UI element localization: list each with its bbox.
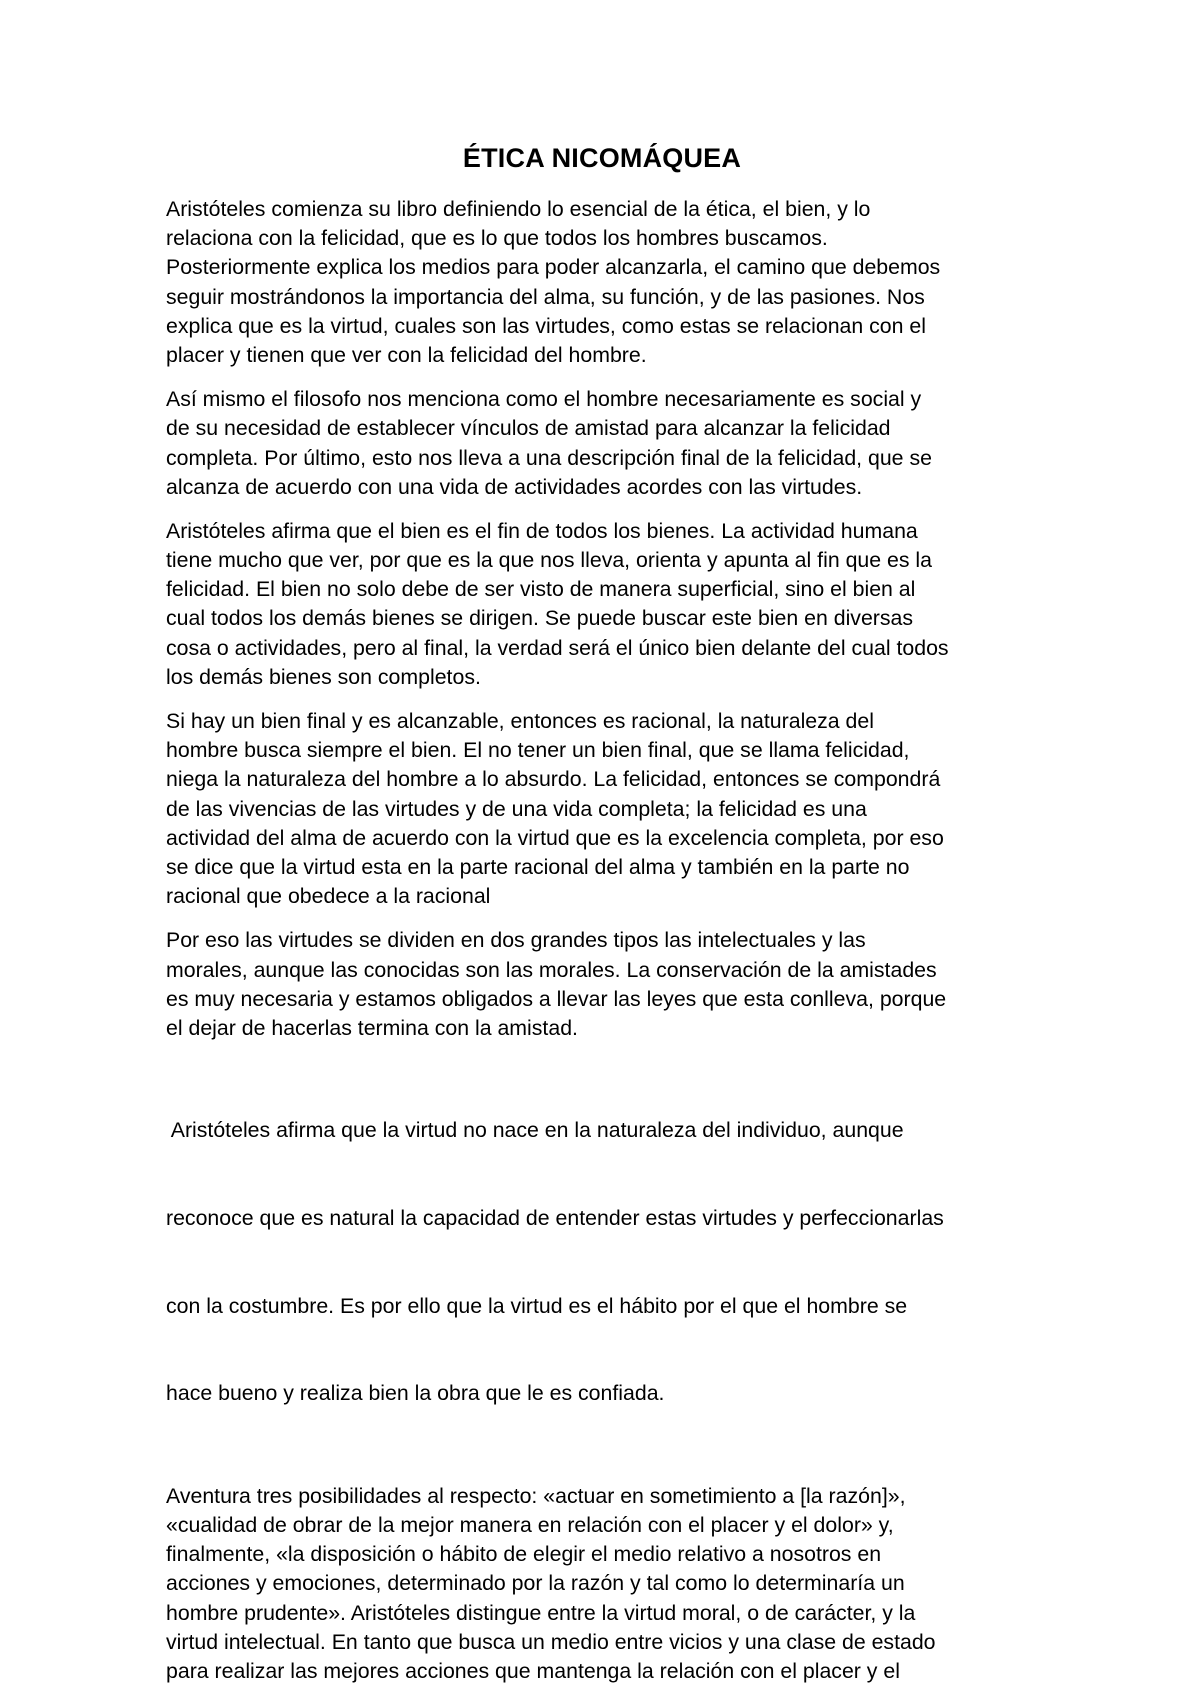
text-line: hace bueno y realiza bien la obra que le es confiada. xyxy=(166,1381,665,1406)
text-line: con la costumbre. Es por ello que la virtud es el hábito por el que el hombre se xyxy=(166,1293,908,1318)
text-line: el dejar de hacerlas termina con la amistad. xyxy=(166,1015,578,1040)
text-line: racional que obedece a la racional xyxy=(166,884,491,909)
text-line: Aristóteles afirma que la virtud no nace en la naturaleza del individuo, aunque xyxy=(166,1118,904,1143)
paragraph-1 xyxy=(166,195,1038,370)
text-line: alcanza de acuerdo con una vida de actividades acordes con las virtudes. xyxy=(166,474,863,499)
text-line: acciones y emociones, determinado por la razón y tal como lo determinaría un xyxy=(166,1571,905,1596)
paragraph-6 xyxy=(166,1058,1038,1467)
text-line: explica que es la virtud, cuales son las virtudes, como estas se relacionan con el xyxy=(166,313,926,338)
text-line: Aventura tres posibilidades al respecto: «actuar en sometimiento a [la razón]», xyxy=(166,1483,906,1508)
document-page xyxy=(166,138,1038,1701)
text-line: actividad del alma de acuerdo con la virtud que es la excelencia completa, por eso xyxy=(166,825,944,850)
text-line: tiene mucho que ver, por que es la que nos lleva, orienta y apunta al fin que es la xyxy=(166,548,933,573)
text-line: Aristóteles afirma que el bien es el fin de todos los bienes. La actividad humana xyxy=(166,518,918,543)
text-line: placer y tienen que ver con la felicidad del hombre. xyxy=(166,342,647,367)
text-line: seguir mostrándonos la importancia del alma, su función, y de las pasiones. Nos xyxy=(166,284,925,309)
paragraph-3 xyxy=(166,517,1038,692)
text-line: de las vivencias de las virtudes y de una vida completa; la felicidad es una xyxy=(166,796,867,821)
text-line: «cualidad de obrar de la mejor manera en relación con el placer y el dolor» y, xyxy=(166,1513,894,1538)
text-line: hombre busca siempre el bien. El no tener un bien final, que se llama felicidad, xyxy=(166,738,910,763)
text-line: Posteriormente explica los medios para poder alcanzarla, el camino que debemos xyxy=(166,255,941,280)
text-line: cual todos los demás bienes se dirigen. Se puede buscar este bien en diversas xyxy=(166,606,914,631)
text-line: de su necesidad de establecer vínculos de amistad para alcanzar la felicidad xyxy=(166,416,891,441)
text-line: Aristóteles comienza su libro definiendo lo esencial de la ética, el bien, y lo xyxy=(166,197,871,221)
text-line: reconoce que es natural la capacidad de entender estas virtudes y perfeccionarlas xyxy=(166,1206,944,1231)
document-title: ÉTICA NICOMÁQUEA xyxy=(462,143,742,173)
text-line: Si hay un bien final y es alcanzable, entonces es racional, la naturaleza del xyxy=(166,709,874,733)
text-line: hombre prudente». Aristóteles distingue entre la virtud moral, o de carácter, y la xyxy=(166,1600,916,1625)
text-line: morales, aunque las conocidas son las morales. La conservación de la amistades xyxy=(166,957,937,982)
paragraph-4 xyxy=(166,707,1038,911)
paragraph-5 xyxy=(166,926,1038,1043)
text-line: niega la naturaleza del hombre a lo absurdo. La felicidad, entonces se compondrá xyxy=(166,767,941,792)
text-line: finalmente, «la disposición o hábito de elegir el medio relativo a nosotros en xyxy=(166,1542,882,1567)
text-line: felicidad. El bien no solo debe de ser visto de manera superficial, sino el bien al xyxy=(166,577,916,602)
text-line: los demás bienes son completos. xyxy=(166,664,481,689)
text-line: completa. Por último, esto nos lleva a una descripción final de la felicidad, que se xyxy=(166,445,932,470)
text-line: virtud intelectual. En tanto que busca un medio entre vicios y una clase de estado xyxy=(166,1629,936,1654)
text-line: relaciona con la felicidad, que es lo que todos los hombres buscamos. xyxy=(166,226,828,251)
text-line: se dice que la virtud esta en la parte racional del alma y también en la parte no xyxy=(166,854,910,879)
paragraph-2 xyxy=(166,385,1038,502)
text-line: es muy necesaria y estamos obligados a llevar las leyes que esta conlleva, porque xyxy=(166,986,947,1011)
text-line: para realizar las mejores acciones que mantenga la relación con el placer y el xyxy=(166,1658,900,1683)
text-line: Así mismo el filosofo nos menciona como el hombre necesariamente es social y xyxy=(166,387,922,412)
paragraph-7 xyxy=(166,1482,1038,1686)
text-line: Por eso las virtudes se dividen en dos grandes tipos las intelectuales y las xyxy=(166,928,866,953)
text-line: cosa o actividades, pero al final, la verdad será el único bien delante del cual todos xyxy=(166,635,949,660)
